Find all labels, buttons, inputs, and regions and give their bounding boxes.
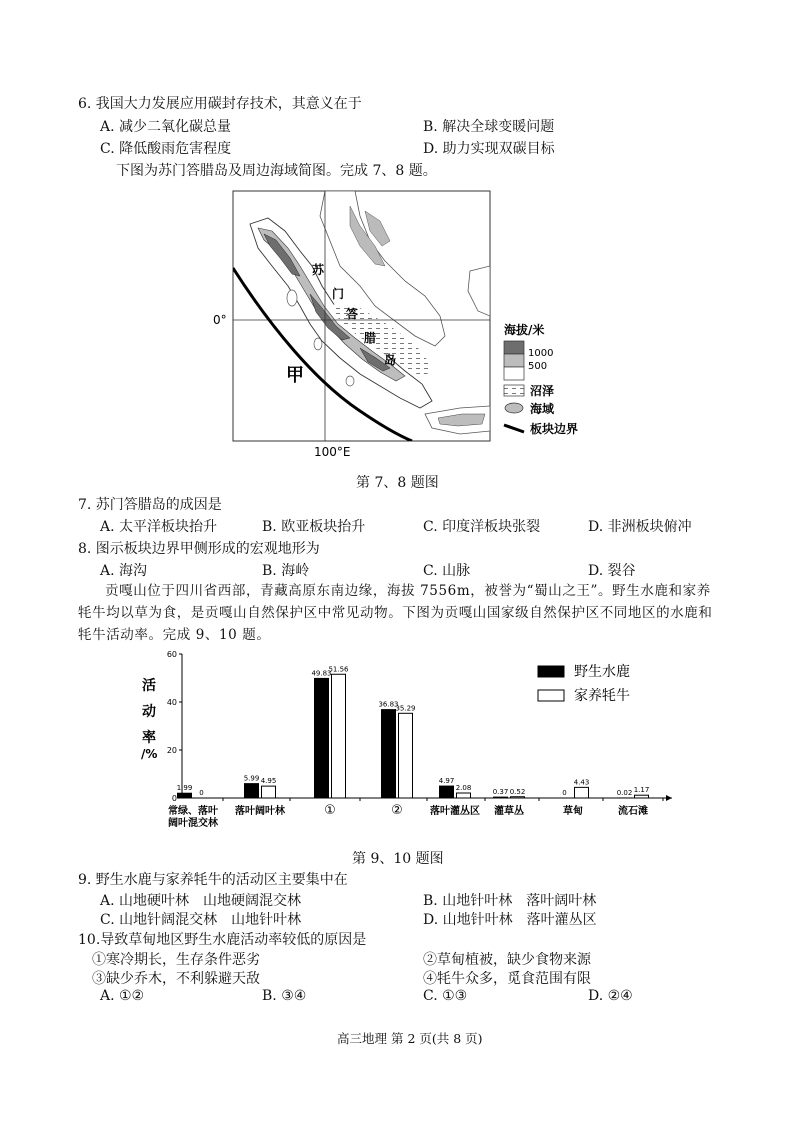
q8-option-d: D. 裂谷 (588, 563, 636, 579)
data-label-yak: 0 (199, 789, 204, 797)
bar-wild-deer (315, 678, 329, 798)
q8-option-b: B. 海岭 (262, 563, 310, 579)
bar-yak (575, 787, 589, 798)
data-label-yak: 2.08 (455, 784, 472, 793)
q8-option-a: A. 海沟 (100, 563, 148, 579)
map-intro: 下图为苏门答腊岛及周边海域简图。完成 7、8 题。 (116, 163, 437, 179)
bar-yak (635, 795, 649, 798)
data-label-yak: 1.17 (633, 786, 650, 795)
q8-option-c: C. 山脉 (423, 563, 471, 579)
map-plate-label: 甲 (286, 365, 304, 386)
legend-swamp-swatch (504, 385, 524, 396)
map-caption: 第 7、8 题图 (356, 475, 439, 491)
q7-option-c: C. 印度洋板块张裂 (423, 519, 541, 535)
legend-swatch-wild-deer (538, 666, 564, 677)
legend-swatch-low (504, 367, 524, 380)
data-label-wild-deer: 49.83 (311, 669, 332, 678)
x-axis-arrow (666, 795, 672, 801)
map-lat-label: 0° (213, 313, 227, 327)
bar-yak (511, 797, 525, 798)
data-label-wild-deer: 0.37 (492, 788, 509, 797)
legend-swatch-500 (504, 354, 524, 367)
data-label-yak: 35.29 (395, 704, 416, 713)
bar-yak (457, 793, 471, 798)
data-label-wild-deer: 0 (562, 789, 567, 797)
q10-option-c: C. ①③ (423, 988, 468, 1004)
x-tick-label: ① (324, 803, 336, 818)
sumatra-map (200, 186, 600, 466)
q7-option-b: B. 欧亚板块抬升 (262, 519, 366, 535)
y-axis-label-char: 动 (142, 704, 156, 720)
data-label-wild-deer: 36.83 (378, 700, 399, 709)
activity-chart (141, 646, 680, 836)
legend-1000: 1000 (528, 348, 554, 359)
q6-stem: 6. 我国大力发展应用碳封存技术，其意义在于 (78, 96, 362, 112)
chart-caption: 第 9、10 题图 (352, 851, 444, 867)
data-label-wild-deer: 1.99 (176, 784, 193, 793)
bar-wild-deer (494, 797, 508, 798)
q9-option-c: C. 山地针阔混交林 山地针叶林 (100, 912, 302, 928)
map-lon-label: 100°E (314, 445, 351, 459)
y-tick-label: 0 (171, 794, 177, 803)
island-1 (287, 290, 297, 306)
map-island-char-1: 苏 (312, 263, 325, 277)
data-label-yak: 51.56 (328, 665, 349, 674)
y-axis-label-char: 活 (142, 678, 156, 694)
bar-yak (262, 786, 276, 798)
data-label-wild-deer: 5.99 (243, 774, 260, 783)
page-footer: 高三地理 第 2 页(共 8 页) (337, 1031, 483, 1046)
q7-option-d: D. 非洲板块俯冲 (588, 519, 692, 535)
q10-option-d: D. ②④ (588, 988, 633, 1004)
legend-sea-swatch (505, 403, 523, 413)
legend-label-yak: 家养牦牛 (574, 688, 630, 704)
q9-option-a: A. 山地硬叶林 山地硬阔混交林 (100, 893, 302, 909)
data-label-yak: 4.95 (260, 777, 277, 786)
legend-title: 海拔/米 (504, 323, 545, 337)
x-tick-label: ② (391, 803, 403, 818)
q6-option-d: D. 助力实现双碳目标 (423, 141, 555, 157)
q9-option-b: B. 山地针叶林 落叶阔叶林 (423, 893, 597, 909)
q10-option-b: B. ③④ (262, 988, 307, 1004)
q9-stem: 9. 野生水鹿与家养牦牛的活动区主要集中在 (78, 872, 348, 888)
y-tick-label: 20 (166, 746, 177, 755)
y-tick-label: 60 (166, 650, 177, 659)
x-tick-label: 常绿、落叶 (168, 806, 218, 817)
legend-sea: 海域 (530, 402, 555, 416)
x-tick-label: 灌草丛 (494, 806, 524, 817)
q8-stem: 8. 图示板块边界甲侧形成的宏观地形为 (78, 541, 320, 557)
bar-wild-deer (382, 710, 396, 798)
legend-swamp: 沼泽 (530, 384, 555, 398)
x-tick-label: 草甸 (563, 806, 583, 817)
q6-option-c: C. 降低酸雨危害程度 (100, 141, 232, 157)
legend-boundary-swatch (504, 425, 524, 432)
legend-swatch-yak (538, 690, 564, 701)
bar-yak (399, 713, 413, 798)
x-tick-label: 落叶阔叶林 (235, 806, 285, 817)
legend-label-wild-deer: 野生水鹿 (574, 664, 630, 680)
map-legend (504, 322, 578, 436)
bar-wild-deer (178, 793, 192, 798)
data-label-yak: 0.52 (509, 787, 526, 796)
map-island-char-4: 腊 (364, 331, 377, 345)
data-label-wild-deer: 4.97 (438, 777, 455, 786)
q10-option-a: A. ①② (100, 988, 145, 1004)
q7-stem: 7. 苏门答腊岛的成因是 (78, 497, 222, 513)
x-tick-label: 阔叶混交林 (168, 818, 218, 829)
map-island-char-5: 岛 (384, 353, 397, 367)
data-label-wild-deer: 0.02 (616, 788, 633, 797)
q10-item-2: ②草甸植被，缺少食物来源 (423, 952, 591, 968)
x-tick-label: 流石滩 (618, 806, 648, 817)
y-axis-label-char: 率 (142, 730, 156, 746)
island-2 (314, 338, 322, 350)
data-label-yak: 4.43 (573, 778, 590, 787)
y-axis-label-char: /% (141, 747, 158, 761)
q10-stem: 10.导致草甸地区野生水鹿活动率较低的原因是 (78, 932, 367, 948)
q9-option-d: D. 山地针叶林 落叶灌丛区 (423, 912, 597, 928)
island-3 (346, 376, 354, 386)
q6-option-a: A. 减少二氧化碳总量 (100, 119, 232, 135)
bar-yak (332, 674, 346, 798)
q10-item-3: ③缺少乔木，不利躲避天敌 (92, 971, 260, 987)
y-tick-label: 40 (166, 698, 177, 707)
q10-item-4: ④牦牛众多，觅食范围有限 (423, 971, 591, 987)
q6-option-b: B. 解决全球变暖问题 (423, 119, 555, 135)
map-island-char-2: 门 (332, 287, 345, 301)
x-tick-label: 落叶灌丛区 (430, 806, 480, 817)
map-island-char-3: 答 (346, 307, 359, 321)
q10-item-1: ①寒冷期长，生存条件恶劣 (92, 952, 260, 968)
bar-wild-deer (245, 784, 259, 798)
intro-9-10: 贡嘎山位于四川省西部，青藏高原东南边缘，海拔 7556m，被誉为“蜀山之王”。野生水鹿和家养牦牛均以草为食，是贡嘎山自然保护区中常见动物。下图为贡嘎山国家级自然保护区不同地区的水鹿和牦牛活动率。完成 9、10 题。 (78, 583, 713, 643)
q7-option-a: A. 太平洋板块抬升 (100, 519, 218, 535)
legend-boundary: 板块边界 (530, 422, 579, 436)
legend-swatch-1000 (504, 341, 524, 354)
legend-500: 500 (528, 361, 548, 372)
bar-wild-deer (440, 786, 454, 798)
